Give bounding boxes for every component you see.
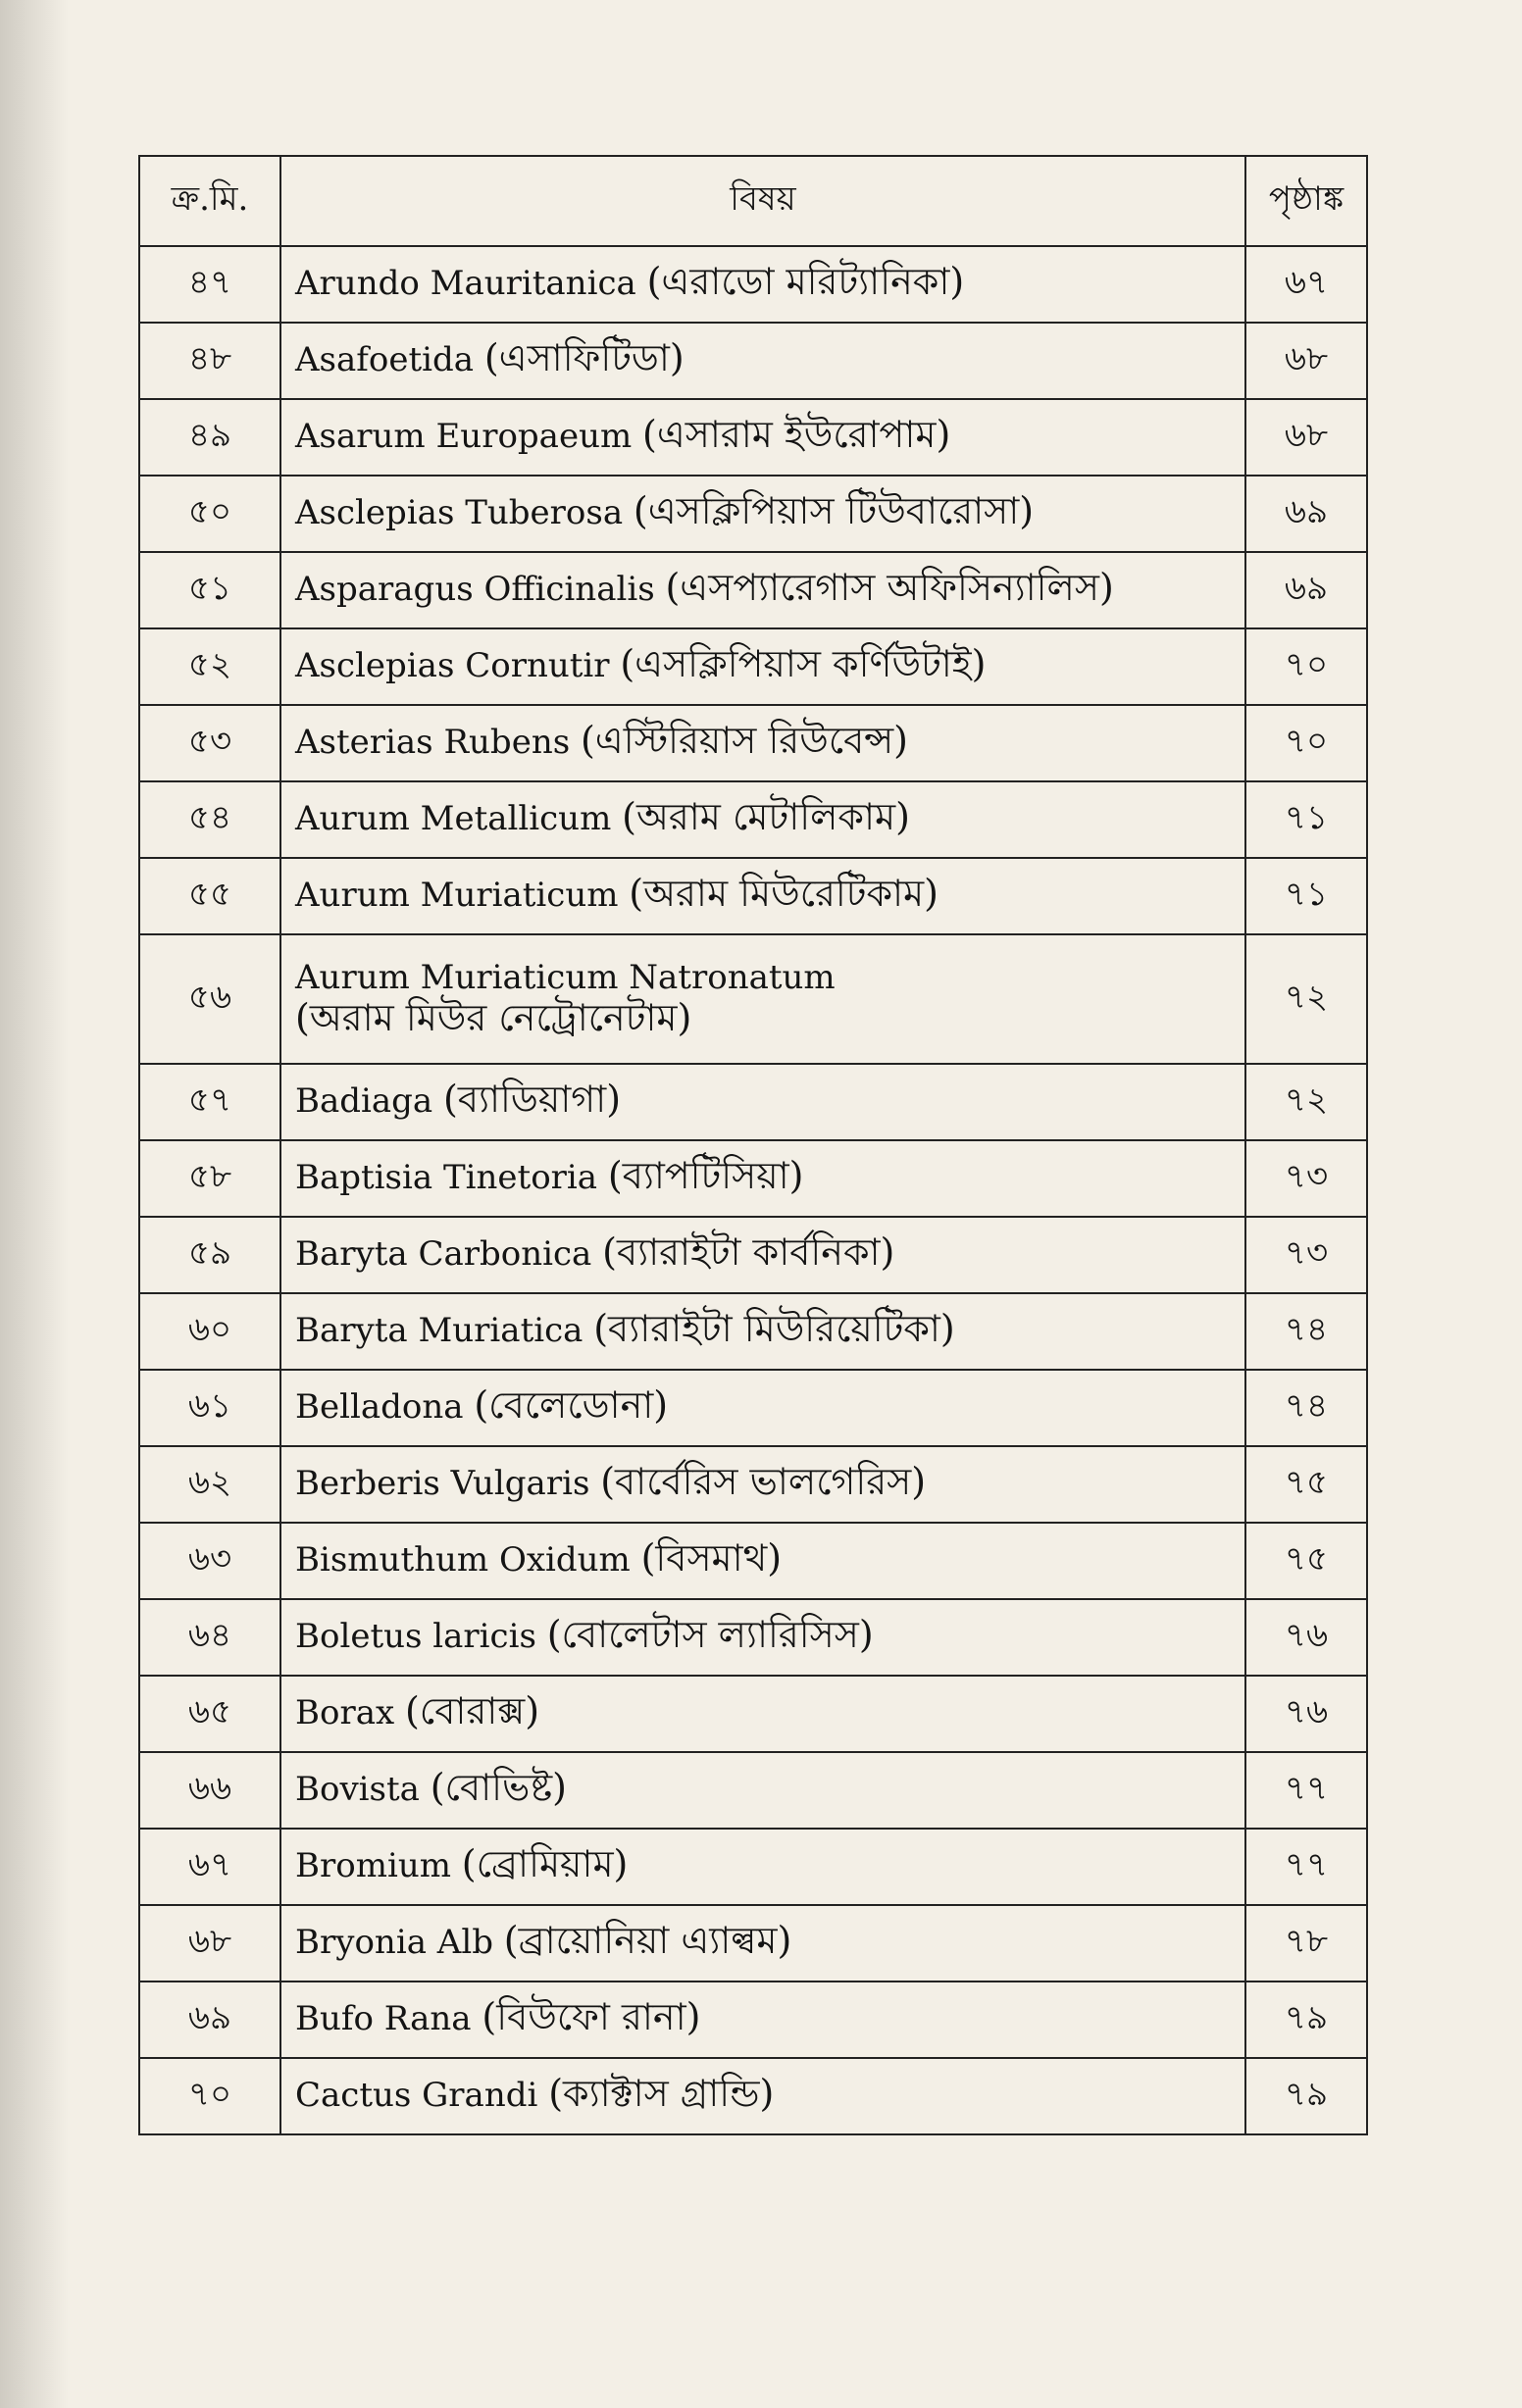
page-number: ৭৭: [1245, 1752, 1367, 1829]
serial-number: ৬৬: [139, 1752, 280, 1829]
subject-cell: [280, 1523, 1245, 1599]
remedy-name-bengali: (অরাম মিউরেটিকাম): [629, 872, 939, 915]
serial-number: ৬১: [139, 1370, 280, 1446]
remedy-name-bengali: (এসাফিটিডা): [483, 336, 685, 379]
serial-number: ৫০: [139, 476, 280, 552]
page-number: ৭৩: [1245, 1217, 1367, 1293]
page-number: ৭৯: [1245, 1982, 1367, 2058]
page-edge-shadow: [0, 0, 69, 2408]
serial-number: ৪৮: [139, 323, 280, 399]
remedy-name: Borax: [295, 1693, 395, 1732]
page-number: ৬৮: [1245, 399, 1367, 476]
remedy-name: Aurum Muriaticum Natronatum: [295, 957, 836, 997]
serial-number: ৫৩: [139, 705, 280, 781]
remedy-name-bengali: (এস্টিরিয়াস রিউবেন্স): [580, 719, 908, 762]
table-row: [139, 1064, 1367, 1140]
serial-number: ৫৬: [139, 934, 280, 1064]
subject-cell: [280, 1446, 1245, 1523]
serial-number: ৫৭: [139, 1064, 280, 1140]
remedy-name-bengali: (ব্রায়োনিয়া এ্যাল্বম): [503, 1919, 792, 1962]
page-number: ৭৭: [1245, 1829, 1367, 1905]
subject-cell: [280, 246, 1245, 323]
serial-number: ৫২: [139, 628, 280, 705]
header-row: [139, 156, 1367, 246]
page-number: ৬৯: [1245, 476, 1367, 552]
subject-cell: [280, 628, 1245, 705]
table-row: [139, 1446, 1367, 1523]
remedy-name-bengali: (ব্যারাইটা মিউরিয়েটিকা): [593, 1307, 955, 1350]
serial-number: ৬২: [139, 1446, 280, 1523]
table-row: [139, 1217, 1367, 1293]
subject-cell: [280, 934, 1245, 1064]
serial-number: ৬৮: [139, 1905, 280, 1982]
remedy-name-bengali: (এসারাম ইউরোপাম): [642, 413, 951, 456]
table-row: [139, 934, 1367, 1064]
page-number: ৬৭: [1245, 246, 1367, 323]
remedy-name: Belladona: [295, 1387, 464, 1427]
remedy-name: Berberis Vulgaris: [295, 1464, 590, 1503]
page-number: ৬৯: [1245, 552, 1367, 628]
table-row: [139, 1752, 1367, 1829]
subject-cell: [280, 1370, 1245, 1446]
page-number: ৭২: [1245, 934, 1367, 1064]
remedy-name-bengali: (বোরাক্স): [404, 1689, 540, 1732]
remedy-name: Bovista: [295, 1770, 420, 1809]
serial-number: ৫৪: [139, 781, 280, 858]
page-number: ৭০: [1245, 705, 1367, 781]
table-row: [139, 1140, 1367, 1217]
subject-cell: [280, 2058, 1245, 2134]
table-row: [139, 246, 1367, 323]
remedy-name: Aurum Metallicum: [295, 799, 612, 838]
table-row: [139, 476, 1367, 552]
subject-cell: [280, 1905, 1245, 1982]
remedy-name: Asclepias Tuberosa: [295, 493, 624, 532]
serial-number: ৪৭: [139, 246, 280, 323]
table-row: [139, 323, 1367, 399]
subject-cell: [280, 1217, 1245, 1293]
page-number: ৭৫: [1245, 1523, 1367, 1599]
remedy-name-bengali: (ব্রোমিয়াম): [461, 1842, 629, 1885]
remedy-name: Arundo Mauritanica: [295, 264, 636, 303]
remedy-name-bengali: (বিউফো রানা): [482, 1995, 701, 2038]
table-row: [139, 1293, 1367, 1370]
serial-number: ৬০: [139, 1293, 280, 1370]
remedy-name-bengali: (বোভিষ্ট): [430, 1766, 567, 1809]
table-row: [139, 705, 1367, 781]
remedy-name: Bryonia Alb: [295, 1923, 493, 1962]
remedy-name: Boletus laricis: [295, 1617, 536, 1656]
subject-cell: [280, 1599, 1245, 1676]
remedy-name-bengali: (বার্বেরিস ভালগেরিস): [600, 1460, 927, 1503]
subject-cell: [280, 858, 1245, 934]
remedy-name: Asterias Rubens: [295, 723, 571, 762]
table-row: [139, 2058, 1367, 2134]
subject-cell: [280, 1064, 1245, 1140]
index-table: [138, 155, 1368, 2135]
page-number: ৬৮: [1245, 323, 1367, 399]
remedy-name: Bismuthum Oxidum: [295, 1540, 631, 1580]
remedy-name-bengali: (বেলেডোনা): [474, 1383, 669, 1427]
remedy-name-bengali: (এসক্লিপিয়াস কর্ণিউটাই): [620, 642, 987, 685]
table-row: [139, 399, 1367, 476]
serial-number: ৬৪: [139, 1599, 280, 1676]
remedy-name-bengali: (এসপ্যারেগাস অফিসিন্যালিস): [665, 566, 1114, 609]
remedy-name-bengali: (অরাম মিউর নেট্রোনেটাম): [295, 995, 692, 1039]
serial-number: ৫১: [139, 552, 280, 628]
remedy-name: Aurum Muriaticum: [295, 876, 619, 915]
serial-number: ৫৫: [139, 858, 280, 934]
table-row: [139, 781, 1367, 858]
subject-cell: [280, 1982, 1245, 2058]
remedy-name-bengali: (ক্যাক্টাস গ্রান্ডি): [548, 2072, 775, 2115]
remedy-name: Asarum Europaeum: [295, 417, 633, 456]
page-number: ৭০: [1245, 628, 1367, 705]
subject-cell: [280, 323, 1245, 399]
table-row: [139, 858, 1367, 934]
table-row: [139, 1905, 1367, 1982]
page-number: ৭২: [1245, 1064, 1367, 1140]
header-page: পৃষ্ঠাঙ্ক: [1245, 156, 1367, 246]
remedy-name-bengali: (এরাডো মরিট্যানিকা): [646, 260, 965, 303]
table-row: [139, 1523, 1367, 1599]
page-number: ৭৯: [1245, 2058, 1367, 2134]
subject-cell: [280, 552, 1245, 628]
remedy-name: Asparagus Officinalis: [295, 570, 655, 609]
page-number: ৭৪: [1245, 1293, 1367, 1370]
remedy-name-bengali: (ব্যাপটিসিয়া): [607, 1154, 804, 1197]
serial-number: ৫৯: [139, 1217, 280, 1293]
remedy-name: Asafoetida: [295, 340, 475, 379]
table-row: [139, 628, 1367, 705]
header-subject: বিষয়: [280, 156, 1245, 246]
remedy-name: Baryta Carbonica: [295, 1234, 592, 1274]
remedy-name-bengali: (ব্যাডিয়াগা): [443, 1078, 622, 1121]
page-number: ৭১: [1245, 858, 1367, 934]
table-row: [139, 552, 1367, 628]
remedy-name-bengali: (বিসমাথ): [640, 1536, 783, 1580]
serial-number: ৬৫: [139, 1676, 280, 1752]
remedy-name: Baryta Muriatica: [295, 1311, 583, 1350]
remedy-name: Baptisia Tinetoria: [295, 1158, 598, 1197]
serial-number: ৬৩: [139, 1523, 280, 1599]
serial-number: ৪৯: [139, 399, 280, 476]
table-row: [139, 1676, 1367, 1752]
serial-number: ৬৯: [139, 1982, 280, 2058]
subject-cell: [280, 705, 1245, 781]
subject-cell: [280, 1293, 1245, 1370]
page-number: ৭৪: [1245, 1370, 1367, 1446]
page-number: ৭৬: [1245, 1676, 1367, 1752]
table-row: [139, 1982, 1367, 2058]
remedy-name: Bufo Rana: [295, 1999, 472, 2038]
page-number: ৭১: [1245, 781, 1367, 858]
remedy-name: Badiaga: [295, 1081, 433, 1121]
remedy-name: Asclepias Cornutir: [295, 646, 610, 685]
remedy-name: Cactus Grandi: [295, 2076, 538, 2115]
subject-cell: [280, 1140, 1245, 1217]
subject-cell: [280, 476, 1245, 552]
serial-number: ৫৮: [139, 1140, 280, 1217]
subject-cell: [280, 1676, 1245, 1752]
subject-cell: [280, 781, 1245, 858]
subject-cell: [280, 399, 1245, 476]
remedy-name-bengali: (এসক্লিপিয়াস টিউবারোসা): [633, 489, 1035, 532]
header-serial: ক্র.মি.: [139, 156, 280, 246]
table-row: [139, 1599, 1367, 1676]
page-number: ৭৬: [1245, 1599, 1367, 1676]
page-number: ৭৫: [1245, 1446, 1367, 1523]
serial-number: ৭০: [139, 2058, 280, 2134]
remedy-name-bengali: (ব্যারাইটা কার্বনিকা): [602, 1230, 895, 1274]
remedy-name: Bromium: [295, 1846, 451, 1885]
table-row: [139, 1829, 1367, 1905]
subject-cell: [280, 1752, 1245, 1829]
remedy-name-bengali: (বোলেটাস ল্যারিসিস): [546, 1613, 874, 1656]
page-number: ৭৩: [1245, 1140, 1367, 1217]
page-number: ৭৮: [1245, 1905, 1367, 1982]
table-row: [139, 1370, 1367, 1446]
remedy-name-bengali: (অরাম মেটালিকাম): [622, 795, 910, 838]
subject-cell: [280, 1829, 1245, 1905]
serial-number: ৬৭: [139, 1829, 280, 1905]
